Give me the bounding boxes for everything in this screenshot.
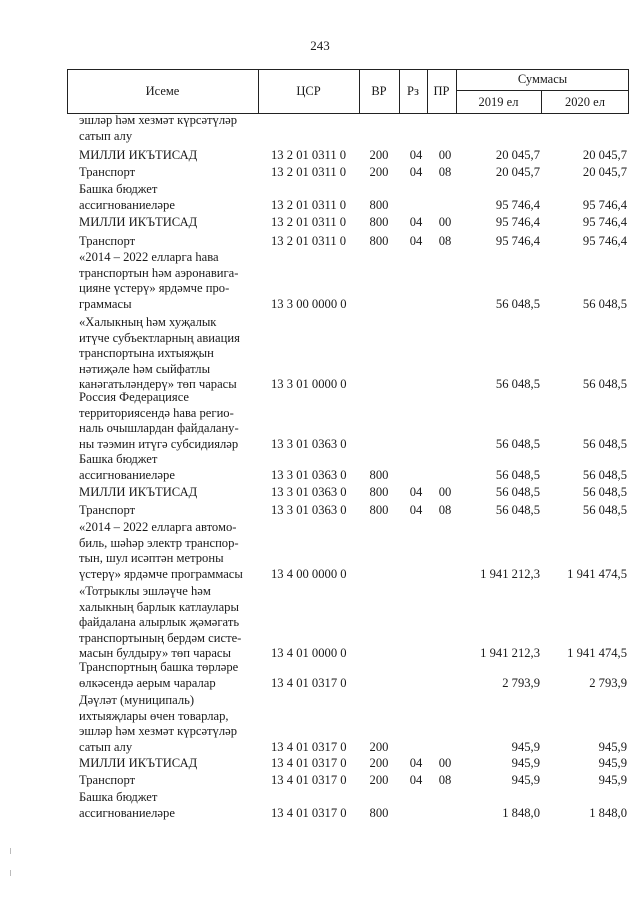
- row-name: Транспорт: [79, 773, 136, 787]
- row-sum-2020: 20 045,7: [582, 148, 627, 162]
- row-sum-2019: 56 048,5: [495, 436, 540, 451]
- row-sum-2020: 1 848,0: [589, 805, 627, 820]
- row-name: «2014 – 2022 елларга автомо- биль, шәһәр электр транспор- тын, шул исәптән метроны үстерү» ярдәмче программасы: [79, 520, 243, 581]
- row-vr: 200: [369, 148, 389, 162]
- row-sum-2019: 945,9: [511, 739, 540, 754]
- row-pr: 00: [438, 148, 452, 162]
- header-vr: ВР: [371, 84, 387, 98]
- row-rz: 04: [409, 756, 423, 770]
- row-sum-2019: 56 048,5: [495, 377, 540, 392]
- row-sum-2019: 2 793,9: [502, 675, 540, 690]
- row-vr: 200: [369, 756, 389, 770]
- row-sum-2020: 56 048,5: [582, 467, 627, 482]
- row-vr: 800: [369, 805, 389, 820]
- row-sum-2020: 56 048,5: [582, 377, 627, 392]
- row-name: Башка бюджет ассигнованиеләре: [79, 790, 175, 820]
- row-name: Транспорт: [79, 165, 136, 179]
- row-pr: 08: [438, 234, 452, 248]
- row-name: Транспортның башка төрләре өлкәсендә аерым чаралар: [79, 660, 239, 690]
- row-sum-2019: 945,9: [511, 756, 540, 770]
- row-name: МИЛЛИ ИКЪТИСАД: [79, 756, 198, 770]
- row-rz: 04: [409, 165, 423, 179]
- row-name: Россия Федерациясе территориясендә һава регио- наль очышлардан файдалану- ны тәэмин итүгә субсидияләр: [79, 390, 239, 451]
- row-name: Транспорт: [79, 503, 136, 517]
- row-pr: 00: [438, 756, 452, 770]
- page-number: 243: [310, 38, 330, 53]
- row-sum-2020: 945,9: [598, 756, 627, 770]
- row-name: «2014 – 2022 елларга һава транспортын һәм аэронавига- цияне үстерү» ярдәмче про- граммасы: [79, 250, 239, 311]
- row-pr: 00: [438, 215, 452, 229]
- header-name: Исеме: [145, 84, 180, 98]
- row-name: Башка бюджет ассигнованиеләре: [79, 182, 175, 212]
- header-rz: Рз: [407, 84, 419, 98]
- row-sum-2020: 56 048,5: [582, 503, 627, 517]
- row-csr: 13 2 01 0311 0: [271, 165, 347, 179]
- row-sum-2020: 20 045,7: [582, 165, 627, 179]
- row-name: «Тотрыклы эшләүче һәм халыкның барлык катлаулары файдалана алырлык җәмәгать транспортының бердәм систе- масын булдыру» төп чарасы: [79, 584, 242, 661]
- row-sum-2019: 56 048,5: [495, 467, 540, 482]
- row-sum-2019: 1 941 212,3: [480, 566, 540, 581]
- row-csr: 13 4 01 0317 0: [271, 805, 347, 820]
- row-rz: 04: [409, 234, 423, 248]
- row-vr: 800: [369, 503, 389, 517]
- row-vr: 800: [369, 234, 389, 248]
- row-csr: 13 4 01 0317 0: [271, 756, 347, 770]
- row-sum-2019: 20 045,7: [495, 148, 540, 162]
- row-name: Транспорт: [79, 234, 136, 248]
- row-csr: 13 4 01 0317 0: [271, 739, 347, 754]
- row-sum-2019: 95 746,4: [495, 197, 540, 212]
- row-sum-2019: 56 048,5: [495, 503, 540, 517]
- row-name: эшләр һәм хезмәт күрсәтүләр сатып алу: [79, 113, 238, 143]
- row-sum-2020: 95 746,4: [582, 197, 627, 212]
- row-vr: 800: [369, 197, 389, 212]
- row-sum-2020: 95 746,4: [582, 234, 627, 248]
- row-sum-2019: 56 048,5: [495, 485, 540, 499]
- row-rz: 04: [409, 773, 423, 787]
- row-csr: 13 4 01 0317 0: [271, 773, 347, 787]
- row-csr: 13 3 01 0363 0: [271, 485, 347, 499]
- row-name: МИЛЛИ ИКЪТИСАД: [79, 148, 198, 162]
- row-sum-2020: 945,9: [598, 739, 627, 754]
- header-sums: Суммасы: [517, 72, 568, 86]
- header-2019: 2019 ел: [478, 94, 519, 109]
- row-vr: 200: [369, 165, 389, 179]
- row-sum-2019: 1 941 212,3: [480, 646, 540, 661]
- row-vr: 800: [369, 467, 389, 482]
- row-name: Дәүләт (муниципаль) ихтыяҗлары өчен товарлар, эшләр һәм хезмәт күрсәтүләр сатып алу: [79, 693, 238, 754]
- row-name: МИЛЛИ ИКЪТИСАД: [79, 485, 198, 499]
- row-rz: 04: [409, 215, 423, 229]
- scan-mark: [10, 848, 11, 854]
- row-csr: 13 4 00 0000 0: [271, 566, 347, 581]
- row-csr: 13 2 01 0311 0: [271, 148, 347, 162]
- row-sum-2019: 95 746,4: [495, 234, 540, 248]
- row-sum-2020: 95 746,4: [582, 215, 627, 229]
- row-vr: 800: [369, 215, 389, 229]
- row-vr: 200: [369, 739, 389, 754]
- row-sum-2019: 95 746,4: [495, 215, 540, 229]
- row-pr: 08: [438, 773, 452, 787]
- row-csr: 13 2 01 0311 0: [271, 215, 347, 229]
- row-csr: 13 3 01 0363 0: [271, 503, 347, 517]
- row-pr: 00: [438, 485, 452, 499]
- row-rz: 04: [409, 148, 423, 162]
- header-pr: ПР: [433, 84, 450, 98]
- row-sum-2020: 945,9: [598, 773, 627, 787]
- row-name: МИЛЛИ ИКЪТИСАД: [79, 215, 198, 229]
- row-sum-2019: 945,9: [511, 773, 540, 787]
- row-pr: 08: [438, 165, 452, 179]
- row-csr: 13 2 01 0311 0: [271, 197, 347, 212]
- row-sum-2020: 2 793,9: [589, 675, 627, 690]
- row-sum-2019: 56 048,5: [495, 296, 540, 311]
- row-sum-2020: 56 048,5: [582, 296, 627, 311]
- header-2020: 2020 ел: [565, 94, 605, 109]
- row-name: Башка бюджет ассигнованиеләре: [79, 452, 175, 482]
- scan-mark: [10, 870, 11, 876]
- row-csr: 13 3 00 0000 0: [271, 296, 347, 311]
- header-csr: ЦСР: [296, 84, 321, 98]
- row-csr: 13 3 01 0363 0: [271, 467, 347, 482]
- row-rz: 04: [409, 503, 423, 517]
- row-sum-2020: 1 941 474,5: [567, 646, 627, 661]
- row-csr: 13 3 01 0000 0: [271, 377, 347, 392]
- row-rz: 04: [409, 485, 423, 499]
- row-sum-2020: 1 941 474,5: [567, 566, 627, 581]
- row-vr: 800: [369, 485, 389, 499]
- row-csr: 13 2 01 0311 0: [271, 234, 347, 248]
- row-sum-2020: 56 048,5: [582, 436, 627, 451]
- row-sum-2020: 56 048,5: [582, 485, 627, 499]
- row-pr: 08: [438, 503, 452, 517]
- row-sum-2019: 1 848,0: [502, 805, 540, 820]
- row-csr: 13 3 01 0363 0: [271, 436, 347, 451]
- row-vr: 200: [369, 773, 389, 787]
- row-name: «Халыкның һәм хуҗалык итүче субъектларның авиация транспортына ихтыяҗын нәтиҗәле һәм сыйфатлы канәгатьләндерү» төп чарасы: [79, 315, 240, 392]
- row-sum-2019: 20 045,7: [495, 165, 540, 179]
- row-csr: 13 4 01 0000 0: [271, 646, 347, 661]
- row-csr: 13 4 01 0317 0: [271, 675, 347, 690]
